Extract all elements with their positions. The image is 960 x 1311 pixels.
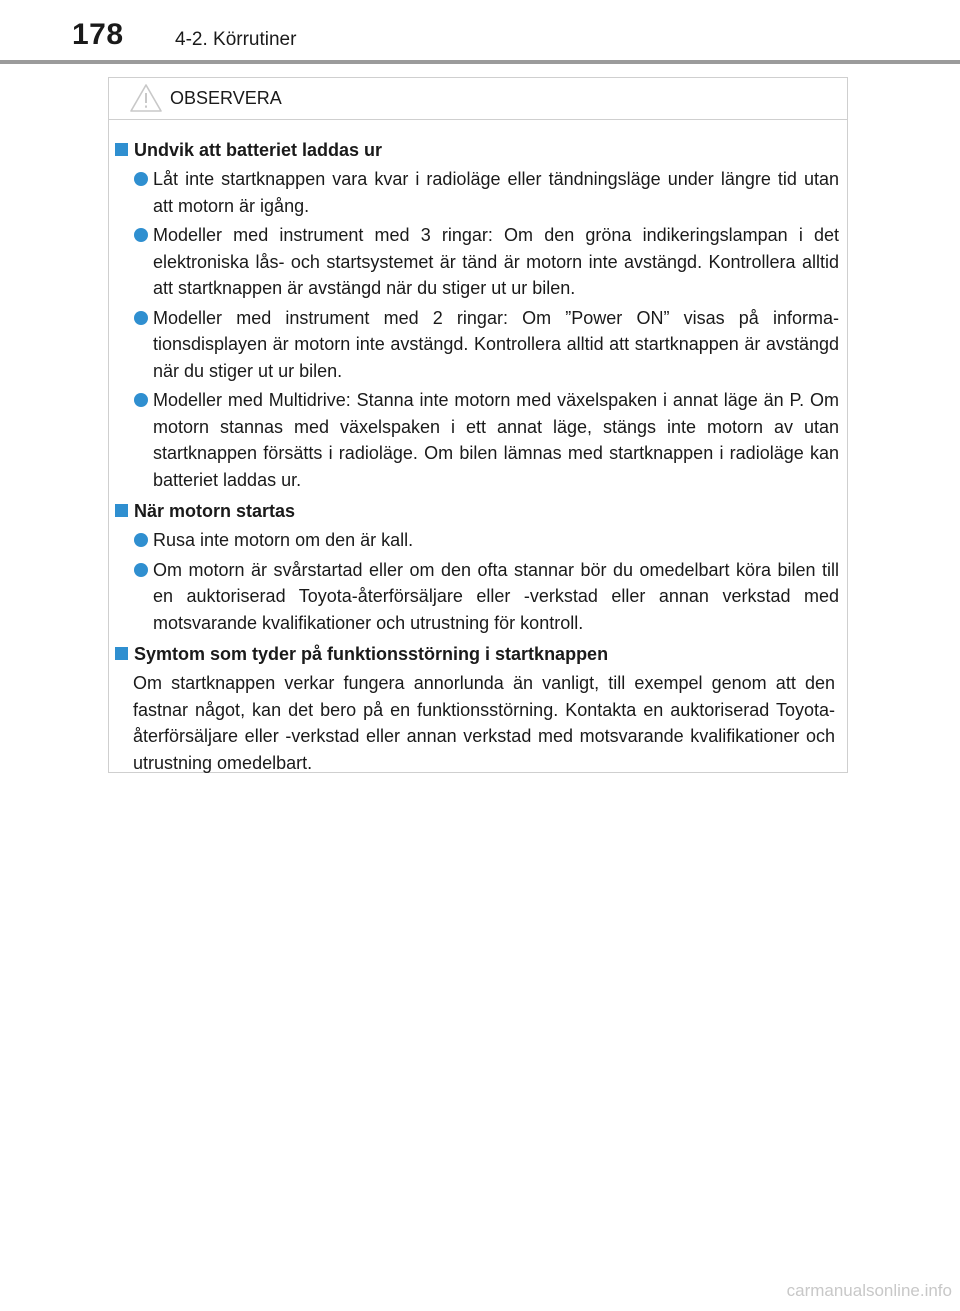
page-number: 178	[72, 18, 124, 51]
square-bullet-icon	[115, 143, 128, 156]
section-heading-text: Symtom som tyder på funktionsstörning i startknappen	[134, 644, 609, 664]
section-heading-text: När motorn startas	[134, 501, 296, 521]
section-heading	[109, 498, 839, 524]
section-heading	[109, 641, 839, 667]
dot-bullet-icon	[134, 172, 148, 186]
square-bullet-icon	[115, 647, 128, 660]
paragraph: Om startknappen verkar fungera annorlunda än vanligt, till exempel genom att den fastnar något, kan det bero på en funktionsstörning. Kontakta en auktoriserad Toyota-återförsäljare eller -verkstad eller annan verkstad med motsvarande kvalifikationer och utrustning omedelbart.	[133, 673, 835, 773]
section-title: 4-2. Körrutiner	[175, 29, 297, 50]
section-heading-text: Undvik att batteriet laddas ur	[134, 140, 383, 160]
watermark: carmanualsonline.info	[786, 1281, 952, 1300]
square-bullet-icon	[115, 504, 128, 517]
dot-bullet-icon	[134, 228, 148, 242]
dot-bullet-icon	[134, 311, 148, 325]
list-item	[109, 557, 839, 637]
notice-label: OBSERVERA	[170, 88, 282, 108]
warning-triangle-icon	[129, 83, 163, 113]
list-item	[109, 527, 839, 554]
list-item	[109, 305, 839, 385]
dot-bullet-icon	[134, 393, 148, 407]
section-heading	[109, 137, 839, 163]
dot-bullet-icon	[134, 533, 148, 547]
list-item-text: Låt inte startknappen vara kvar i radioläge eller tändningsläge under längre tid utan att motorn är igång.	[153, 169, 839, 216]
header-rule	[0, 60, 960, 64]
notice-box	[108, 77, 848, 773]
list-item-text: Om motorn är svårstartad eller om den ofta stannar bör du omedelbart köra bilen till en auktoriserad Toyota-återförsäljare eller -verkstad eller annan verkstad med motsvarande kvalifikationer och utrustning för kontroll.	[153, 559, 839, 633]
list-item-text: Modeller med instrument med 2 ringar: Om ”Power ON” visas på informationsdisplayen är motorn inte avstängd. Kontrollera alltid att startknappen är avstängd när du stiger ut ur bilen.	[153, 307, 839, 381]
dot-bullet-icon	[134, 563, 148, 577]
notice-body	[109, 120, 847, 776]
list-item	[109, 166, 839, 219]
list-item	[109, 222, 839, 302]
list-item-text: Modeller med Multidrive: Stanna inte motorn med växelspaken i annat läge än P. Om motorn stannas med växelspaken i ett annat läge, stängs inte motorn av utan startknappen försätts i radioläge. Om bilen lämnas med startknappen i radioläge kan batteriet laddas ur.	[153, 390, 839, 490]
list-item	[109, 387, 839, 493]
list-item-text: Modeller med instrument med 3 ringar: Om den gröna indikeringslampan i det elektroniska lås- och startsystemet är tänd är motorn inte avstängd. Kontrollera alltid att startknappen är avstängd när du stiger ut ur bilen.	[153, 225, 839, 298]
list-item-text: Rusa inte motorn om den är kall.	[153, 530, 414, 550]
notice-header	[109, 78, 847, 120]
